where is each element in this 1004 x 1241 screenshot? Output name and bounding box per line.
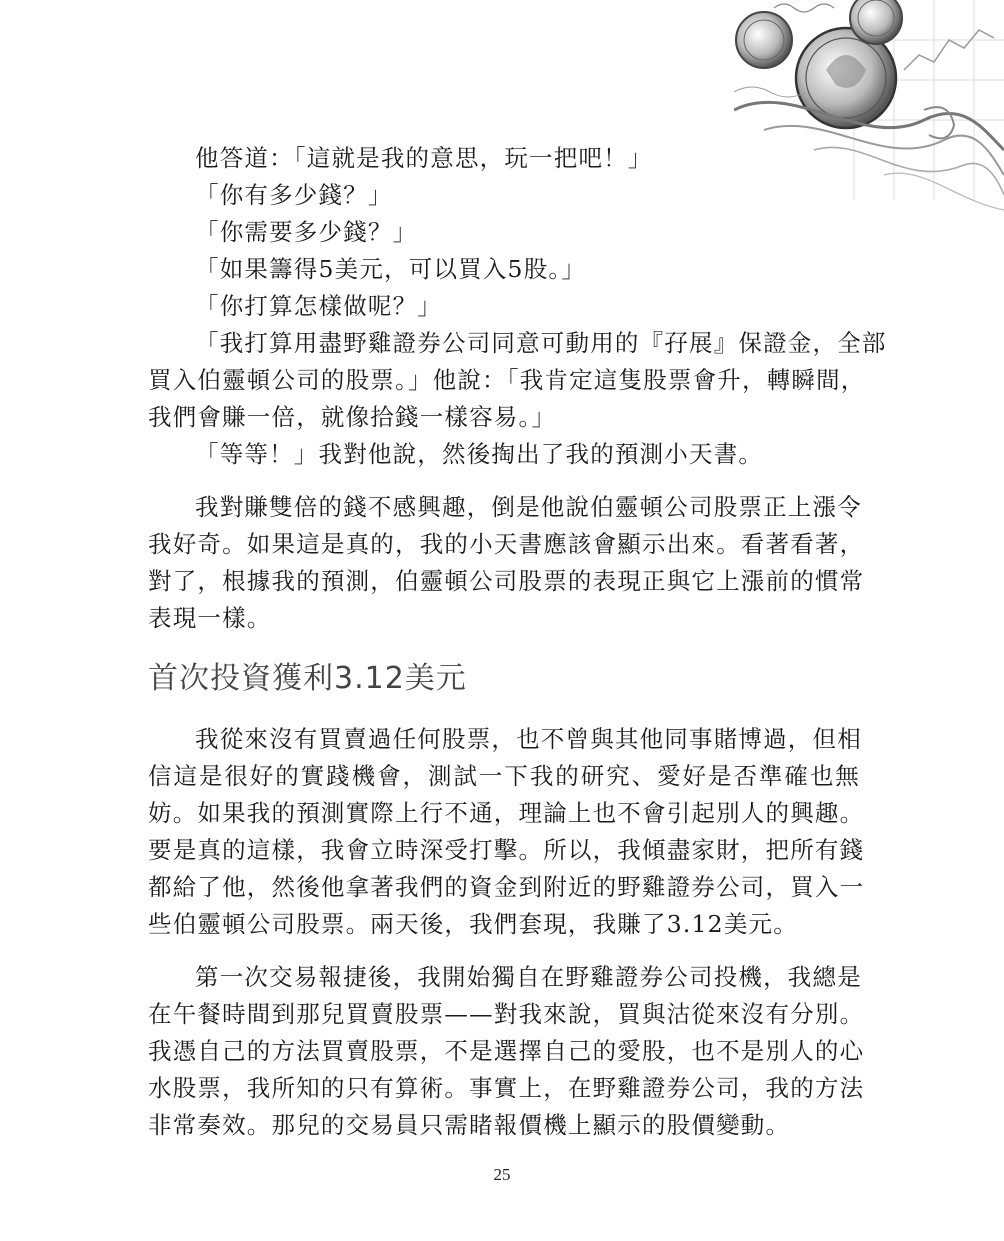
paragraph-line: 「我打算用盡野雞證券公司同意可動用的『孖展』保證金，全部 [195,329,887,357]
paragraph-line: 對了，根據我的預測，伯靈頓公司股票的表現正與它上漲前的慣常 [148,567,865,595]
paragraph-line: 在午餐時間到那兒買賣股票——對我來說，買與沽從來沒有分別。 [148,1000,865,1028]
paragraph-line: 些伯靈頓公司股票。兩天後，我們套現，我賺了3.12美元。 [148,910,798,938]
paragraph-line: 都給了他，然後他拿著我們的資金到附近的野雞證券公司，買入一 [148,873,865,901]
dialogue-line-wait: 「等等！」我對他說，然後掏出了我的預測小天書。 [195,440,764,468]
paragraph-line: 第一次交易報捷後，我開始獨自在野雞證券公司投機，我總是 [195,963,862,991]
page-content [148,140,887,1144]
paragraph-method [148,959,865,1144]
dialogue-block [148,140,860,325]
paragraph-line: 要是真的這樣，我會立時深受打擊。所以，我傾盡家財，把所有錢 [148,836,865,864]
paragraph-line: 我對賺雙倍的錢不感興趣，倒是他說伯靈頓公司股票正上漲令 [195,493,862,521]
section-heading: 首次投資獲利3.12美元 [148,661,467,696]
paragraph-line: 我們會賺一倍，就像拾錢一樣容易。」 [148,403,557,431]
paragraph-line: 買入伯靈頓公司的股票。」他說：「我肯定這隻股票會升，轉瞬間， [148,366,866,394]
paragraph-line: 水股票，我所知的只有算術。事實上，在野雞證券公司，我的方法 [148,1074,865,1102]
paragraph-line: 我從來沒有買賣過任何股票，也不曾與其他同事賭博過，但相 [195,725,862,753]
page-number: 25 [493,1165,511,1184]
dialogue-line: 「你打算怎樣做呢？」 [195,292,442,320]
paragraph-line: 我好奇。如果這是真的，我的小天書應該會顯示出來。看著看著， [148,530,865,558]
paragraph-line: 非常奏效。那兒的交易員只需睹報價機上顯示的股價變動。 [148,1111,791,1139]
paragraph-line: 表現一樣。 [148,604,272,632]
dialogue-line: 他答道：「這就是我的意思，玩一把吧！」 [195,144,653,172]
paragraph-line: 信這是很好的實踐機會，測試一下我的研究、愛好是否準確也無 [148,762,860,790]
dialogue-line: 「你有多少錢？」 [195,181,393,209]
paragraph-plan [148,325,887,436]
paragraph-curious [148,489,865,637]
paragraph-line: 我憑自己的方法買賣股票，不是選擇自己的愛股，也不是別人的心 [148,1037,865,1065]
dialogue-line: 「如果籌得5美元，可以買入5股。」 [195,255,587,283]
dialogue-line: 「你需要多少錢？」 [195,218,418,246]
paragraph-first-trade [148,721,865,943]
paragraph-line: 妨。如果我的預測實際上行不通，理論上也不會引起別人的興趣。 [148,799,865,827]
